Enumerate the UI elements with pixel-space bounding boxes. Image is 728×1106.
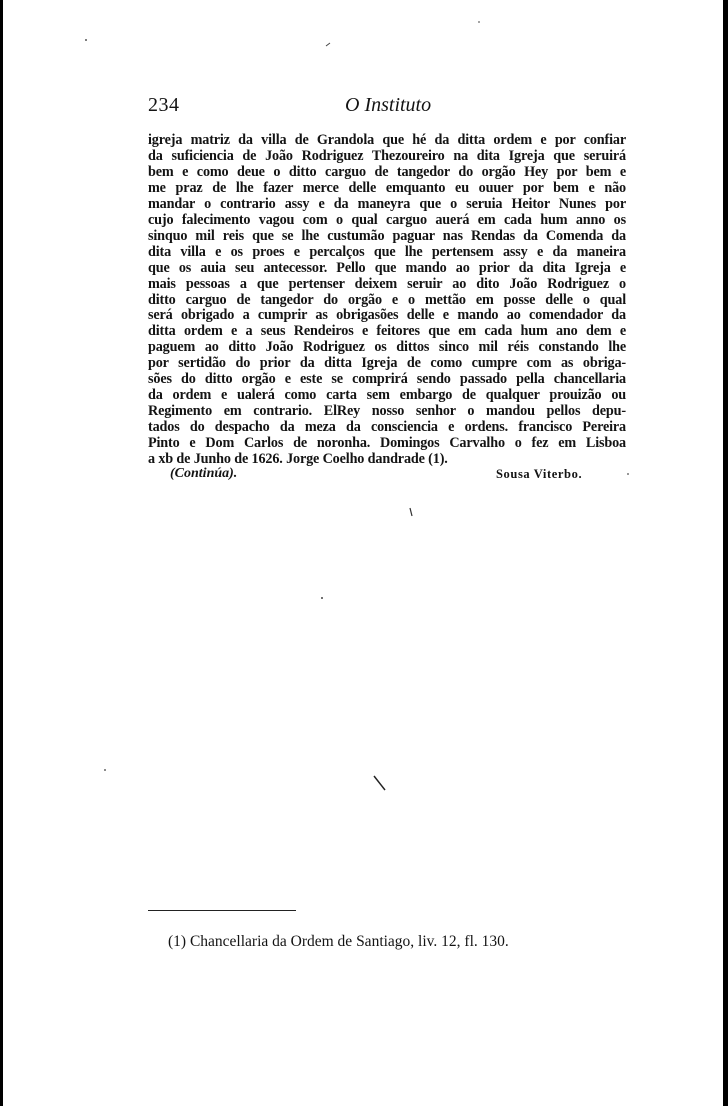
page-number: 234	[148, 94, 180, 116]
text-line: Pinto e Dom Carlos de noronha. Domingos Carvalho o fez em Lisboa	[148, 435, 626, 452]
text-line: por sertidão do prior da ditta Igreja de como cumpre com as obriga-	[148, 355, 626, 372]
text-line: que os auia seu antecessor. Pello que mando ao prior da dita Igreja e	[148, 259, 626, 276]
text-line: igreja matriz da villa de Grandola que hé da ditta ordem e por confiar	[148, 132, 626, 148]
author-signature: Sousa Viterbo.	[496, 467, 583, 481]
text-line: mais pessoas a que pertenser deixem seruir ao dito João Rodriguez o	[148, 275, 626, 292]
text-line: tados do despacho da meza da consciencia e ordens. francisco Pereira	[148, 419, 626, 436]
text-line-last: a xb de Junho de 1626. Jorge Coelho dandrade (1).	[148, 451, 448, 468]
text-line: sinquo mil reis que se lhe custumão paguar nas Rendas da Comenda da	[148, 227, 626, 244]
text-line: da suficiencia de João Rodriguez Thezoureiro na dita Igreja que seruirá	[148, 147, 626, 164]
text-line: bem e como deue o ditto carguo de tangedor do orgão Hey por bem e	[148, 163, 626, 180]
footnote: (1) Chancellaria da Ordem de Santiago, liv. 12, fl. 130.	[168, 933, 509, 950]
text-line: Regimento em contrario. ElRey nosso senhor o mandou pellos depu-	[148, 403, 626, 420]
text-line: dita villa e os proes e percalços que lhe pertensem assy e da maneira	[148, 243, 626, 260]
text-line: será obrigado a cumprir as obrigasões delle e mando ao comendador da	[148, 307, 626, 324]
text-line: sões do ditto orgão e este se comprirá sendo passado pella chancellaria	[148, 371, 626, 388]
text-line: ditta ordem e a seus Rendeiros e feitores que em cada hum ano dem e	[148, 323, 626, 340]
text-line: mandar o contrario assy e da maneyra que o seruia Heitor Nunes por	[148, 195, 626, 212]
text-line: da ordem e ualerá como carta sem embargo de qualquer prouizão ou	[148, 387, 626, 404]
document-body	[148, 133, 626, 468]
text-line: paguem ao ditto João Rodriguez os dittos sinco mil réis constando lhe	[148, 339, 626, 356]
text-line: me praz de lhe fazer merce delle emquanto eu ouuer por bem e não	[148, 179, 626, 196]
footnote-divider	[148, 910, 296, 911]
page-header	[148, 94, 626, 120]
continuation-note: (Continúa).	[170, 466, 238, 481]
text-line: cujo falecimento vagou com o qual carguo auerá em cada hum anno os	[148, 211, 626, 228]
running-title: O Instituto	[345, 94, 432, 116]
text-line: ditto carguo de tangedor do orgão e o mettão em posse delle o qual	[148, 291, 626, 308]
